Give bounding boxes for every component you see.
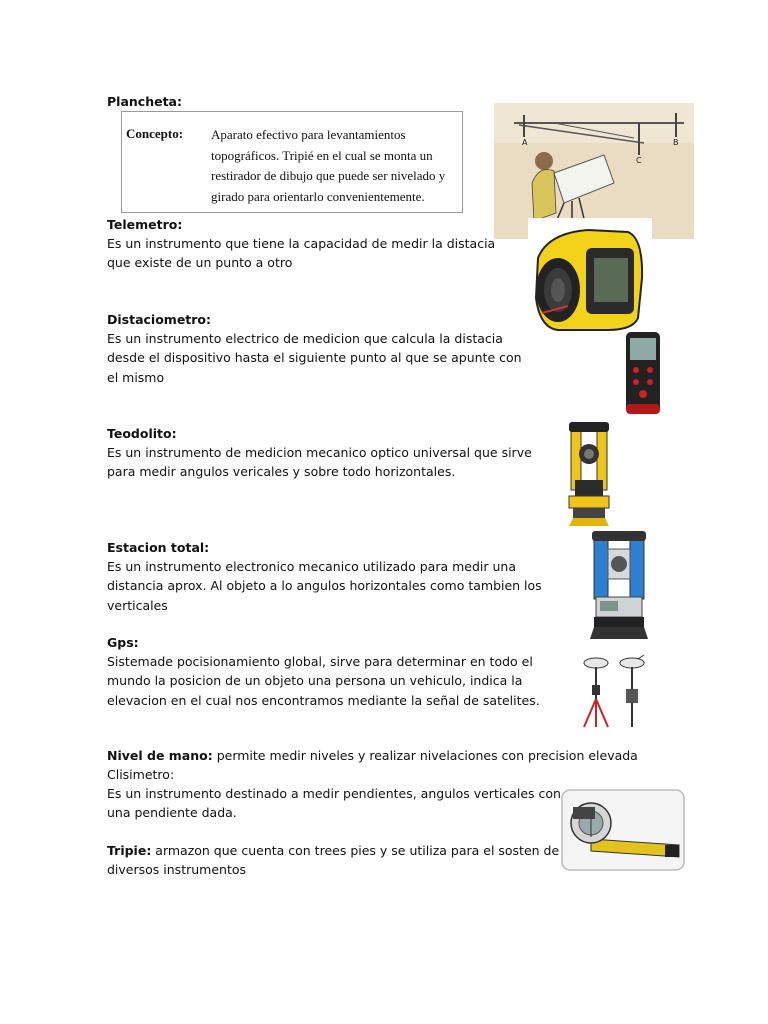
telemetro-line: que existe de un punto a otro: [107, 255, 293, 271]
teodolito-line: Es un instrumento de medicion mecanico optico universal que sirve: [107, 445, 532, 461]
estacion-line: verticales: [107, 597, 168, 613]
concept-line: topográficos. Tripié en el cual se monta un: [211, 147, 433, 163]
nivel-heading: Nivel de mano:: [107, 748, 213, 763]
concept-label: Concepto:: [126, 126, 184, 141]
gps-image: [580, 655, 652, 729]
estacion-line: distancia aprox. Al objeto a lo angulos horizontales como tambien los: [107, 578, 542, 594]
estacion-section: [107, 538, 542, 615]
plancheta-label-a: A: [522, 138, 528, 147]
clisimetro-section: [107, 765, 561, 823]
clisimetro-line: Es un instrumento destinado a medir pendientes, angulos verticales con: [107, 786, 561, 802]
telemetro-section: [107, 215, 495, 273]
estacion-total-image: [586, 531, 652, 641]
nivel-section: [107, 746, 638, 765]
tripie-section: [107, 841, 559, 879]
clisimetro-image: [561, 789, 685, 871]
concept-box: [121, 111, 463, 213]
estacion-line: Es un instrumento electronico mecanico utilizado para medir una: [107, 559, 516, 575]
telemetro-heading: Telemetro:: [107, 217, 183, 232]
gps-section: [107, 633, 540, 710]
concept-line: girado para orientarlo convenientemente.: [211, 188, 425, 204]
teodolito-line: para medir angulos vericales y sobre todo horizontales.: [107, 464, 456, 480]
teodolito-heading: Teodolito:: [107, 426, 177, 441]
telemetro-image: [528, 218, 652, 344]
concept-line: restirador de dibujo que puede ser nivelado y: [211, 168, 446, 183]
concept-line: Aparato efectivo para levantamientos: [211, 127, 406, 142]
tripie-text: armazon que cuenta con trees pies y se utiliza para el sosten de: [151, 843, 560, 858]
distaciometro-image: [624, 330, 664, 416]
distaciometro-line: desde el dispositivo hasta el siguiente punto al que se apunte con: [107, 350, 522, 366]
plancheta-label-c: C: [636, 156, 642, 165]
tripie-line-2: diversos instrumentos: [107, 862, 247, 878]
gps-line: Sistemade pocisionamiento global, sirve para determinar en todo el: [107, 654, 533, 670]
gps-line: elevacion en el cual nos encontramos mediante la señal de satelites.: [107, 692, 540, 708]
distaciometro-section: [107, 310, 522, 387]
teodolito-image: [563, 420, 615, 528]
clisimetro-heading: Clisimetro:: [107, 767, 175, 782]
tripie-line-1: [107, 841, 559, 860]
telemetro-line: Es un instrumento que tiene la capacidad de medir la distacia: [107, 236, 496, 252]
gps-heading: Gps:: [107, 635, 139, 650]
clisimetro-line: una pendiente dada.: [107, 805, 237, 821]
distaciometro-line: el mismo: [107, 369, 165, 385]
estacion-heading: Estacion total:: [107, 540, 210, 555]
gps-line: mundo la posicion de un objeto una persona un vehiculo, indica la: [107, 673, 523, 689]
distaciometro-heading: Distaciometro:: [107, 312, 212, 327]
nivel-text: permite medir niveles y realizar nivelaciones con precision elevada: [212, 748, 638, 763]
plancheta-heading: Plancheta:: [107, 94, 182, 109]
plancheta-label-b: B: [673, 138, 679, 147]
distaciometro-line: Es un instrumento electrico de medicion que calcula la distacia: [107, 331, 503, 347]
tripie-heading: Tripie:: [107, 843, 152, 858]
concept-text: [211, 125, 445, 207]
teodolito-section: [107, 424, 532, 482]
